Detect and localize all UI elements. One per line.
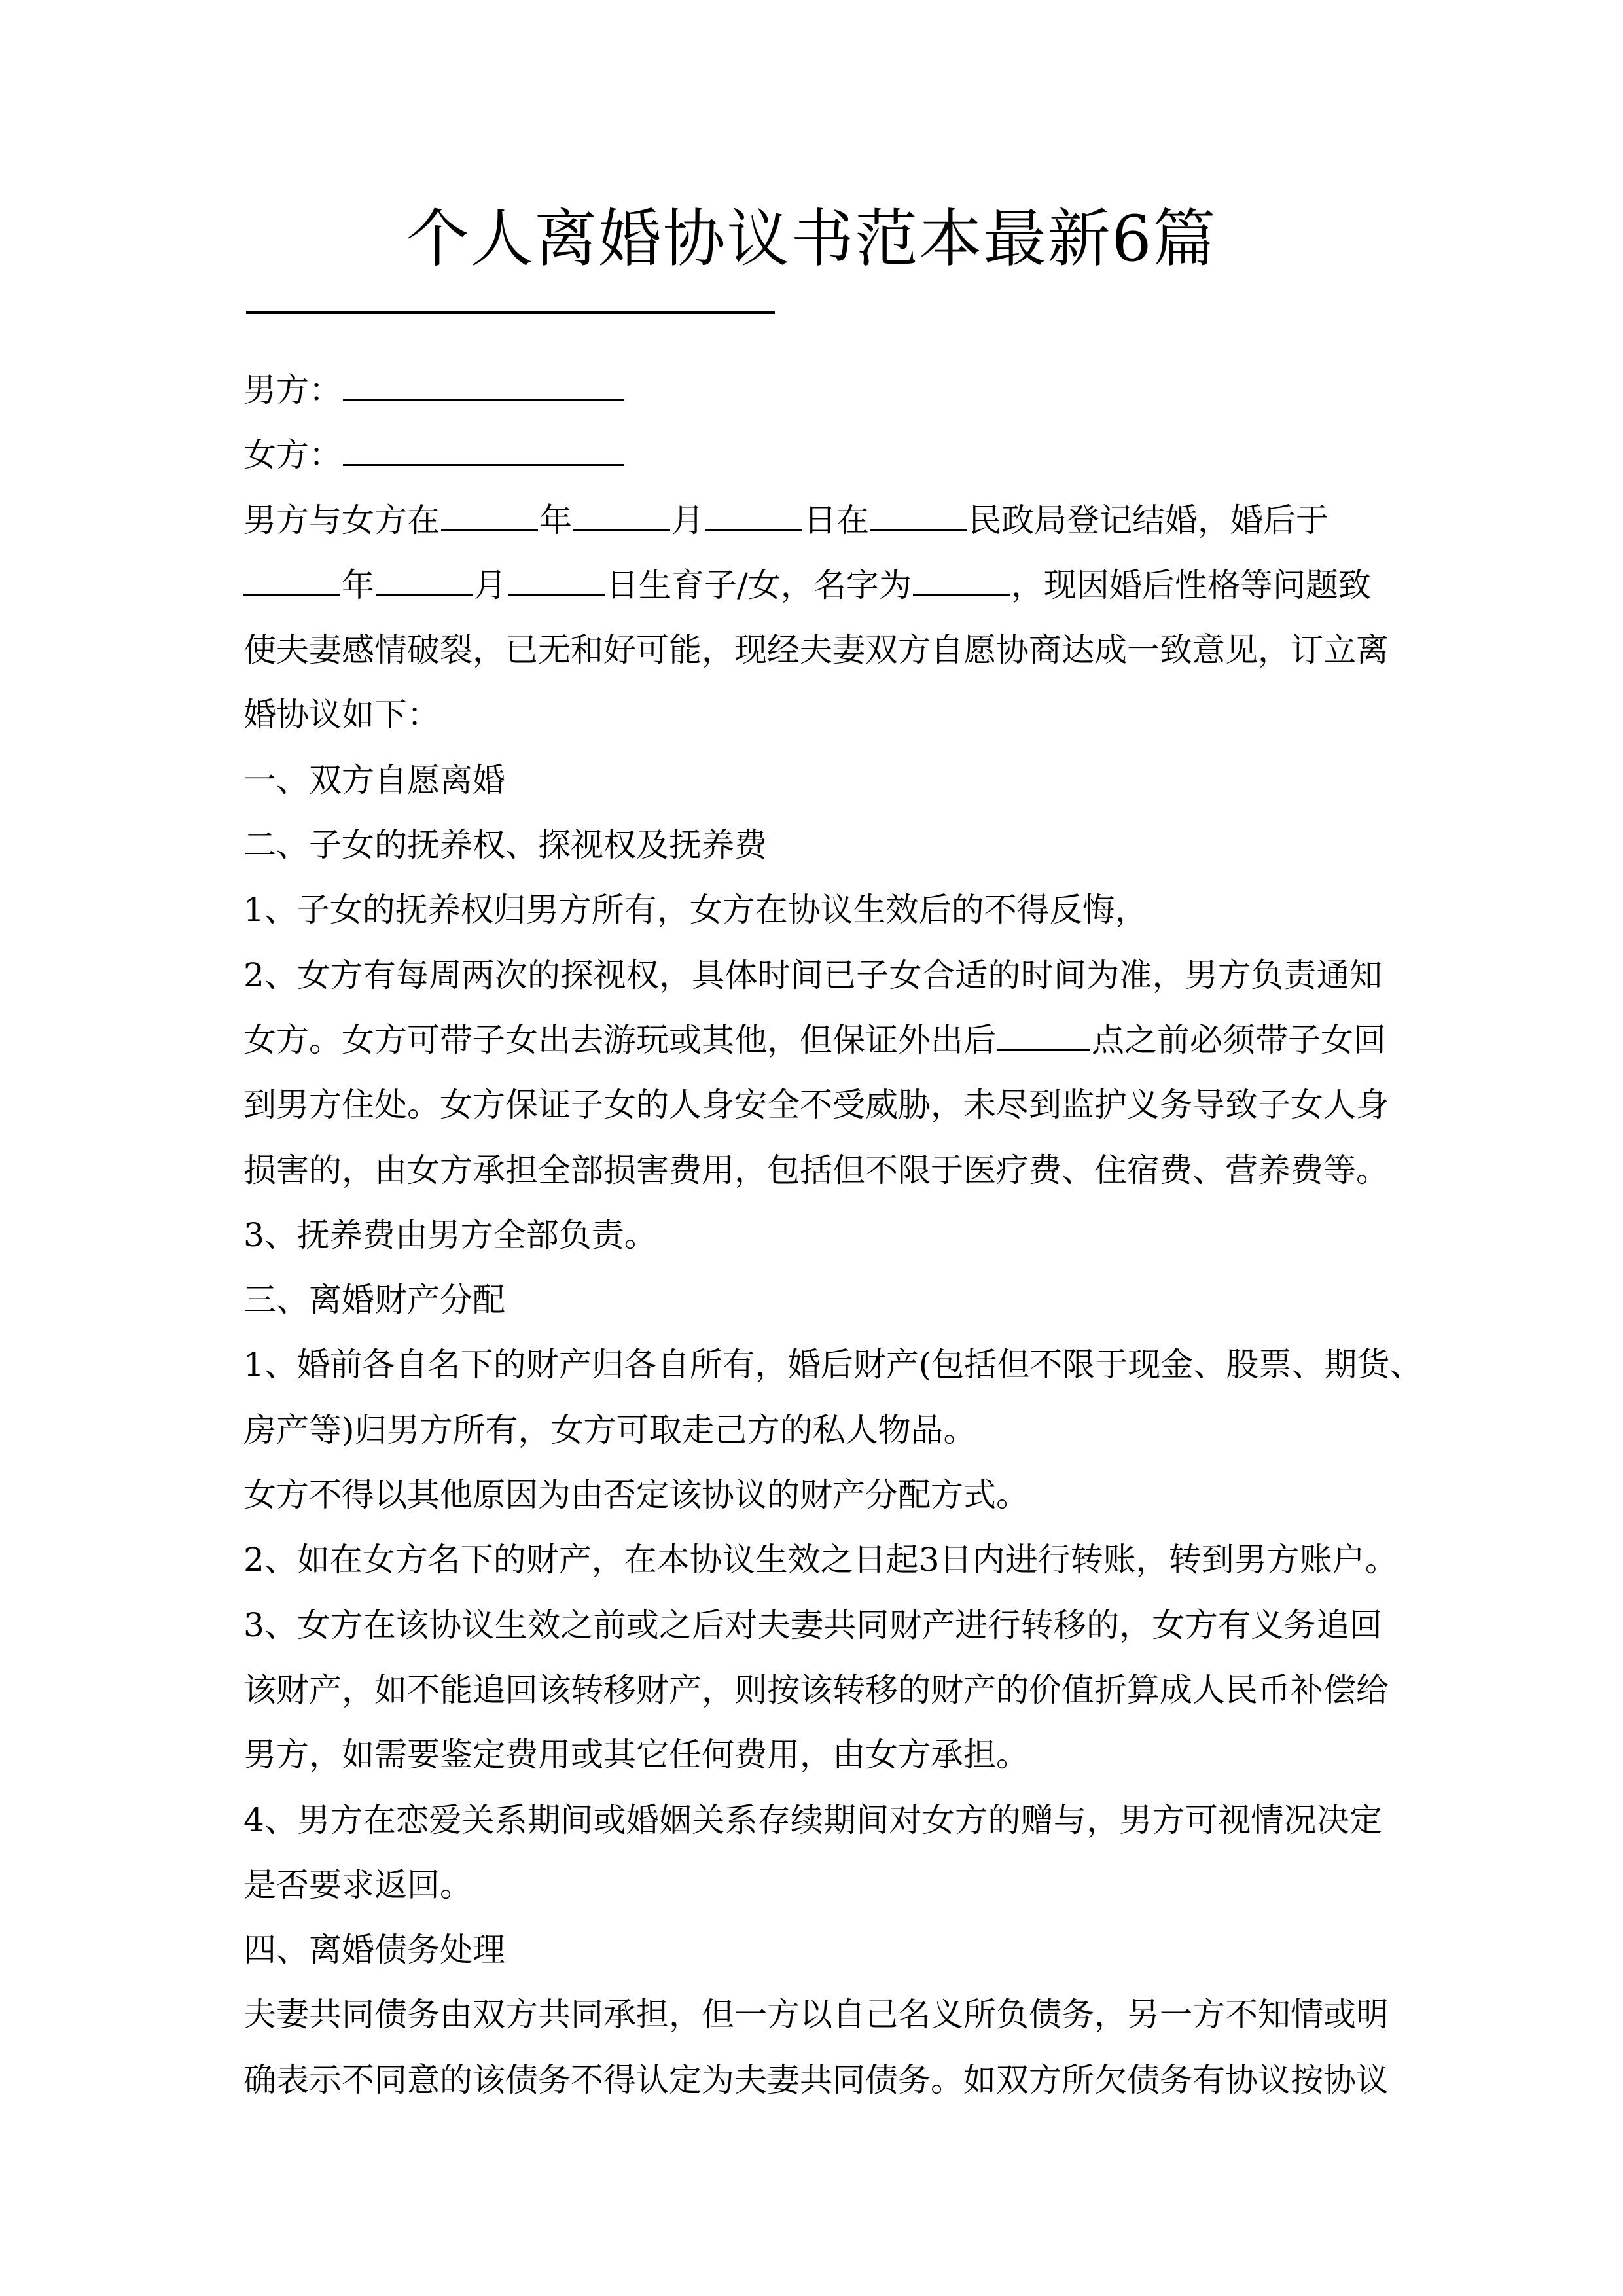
intro-line-1 — [243, 488, 1382, 553]
text-segment: 女方。女方可带子女出去游玩或其他，但保证外出后 — [243, 1020, 996, 1059]
bureau-blank — [870, 503, 967, 531]
document-body — [243, 358, 1423, 2113]
text-segment: 年 — [539, 501, 572, 539]
section-3-item-4-line-1: 4、男方在恋爱关系期间或婚姻关系存续期间对女方的赠与，男方可视情况决定 — [243, 1801, 1382, 1839]
intro-line-4: 婚协议如下： — [243, 696, 440, 734]
section-2-item-2-line-3: 到男方住处。女方保证子女的人身安全不受威胁，未尽到监护义务导致子女人身 — [243, 1086, 1389, 1124]
section-2-item-2-line-1: 2、女方有每周两次的探视权，具体时间已子女合适的时间为准，男方负责通知 — [243, 956, 1382, 994]
text-segment: 日在 — [804, 501, 869, 539]
section-4-para-line-2: 确表示不同意的该债务不得认定为夫妻共同债务。如双方所欠债务有协议按协议 — [243, 2060, 1389, 2099]
birth-year-blank — [243, 568, 340, 596]
section-3-heading: 三、离婚财产分配 — [243, 1281, 505, 1319]
male-party-label: 男方： — [243, 371, 342, 409]
text-segment: 年 — [342, 565, 374, 604]
month-blank — [573, 503, 670, 531]
section-3-item-3-line-2: 该财产，如不能追回该转移财产，则按该转移的财产的价值折算成人民币补偿给 — [243, 1670, 1389, 1709]
day-blank — [705, 503, 802, 531]
female-party-line — [243, 423, 1382, 488]
separator-line — [246, 311, 775, 314]
section-2-item-3: 3、抚养费由男方全部负责。 — [243, 1215, 657, 1254]
child-name-blank — [913, 568, 1010, 596]
section-2-item-2-line-4: 损害的，由女方承担全部损害费用，包括但不限于医疗费、住宿费、营养费等。 — [243, 1151, 1389, 1189]
section-2-heading: 二、子女的抚养权、探视权及抚养费 — [243, 826, 767, 865]
text-segment: 日生育子/女，名字为 — [606, 565, 912, 604]
return-hour-blank — [997, 1023, 1090, 1051]
section-3-note: 女方不得以其他原因为由否定该协议的财产分配方式。 — [243, 1476, 1029, 1515]
section-3-item-3-line-1: 3、女方在该协议生效之前或之后对夫妻共同财产进行转移的，女方有义务追回 — [243, 1605, 1382, 1644]
section-1-heading: 一、双方自愿离婚 — [243, 761, 505, 799]
section-4-heading: 四、离婚债务处理 — [243, 1931, 505, 1969]
birth-month-blank — [376, 568, 473, 596]
section-2-item-2-line-2 — [243, 1008, 1386, 1073]
text-segment: 民政局登记结婚，婚后于 — [969, 501, 1329, 539]
text-segment: 点之前必须带子女回 — [1092, 1020, 1386, 1059]
intro-line-2 — [243, 553, 1382, 618]
section-4-para-line-1: 夫妻共同债务由双方共同承担，但一方以自己名义所负债务，另一方不知情或明 — [243, 1996, 1389, 2034]
section-3-item-1-line-2: 房产等)归男方所有，女方可取走己方的私人物品。 — [243, 1410, 976, 1449]
text-segment: 男方与女方在 — [243, 501, 440, 539]
section-3-item-1-line-1: 1、婚前各自名下的财产归各自所有，婚后财产(包括但不限于现金、股票、期货、 — [243, 1346, 1423, 1384]
intro-line-3: 使夫妻感情破裂，已无和好可能，现经夫妻双方自愿协商达成一致意见，订立离 — [243, 631, 1389, 670]
text-segment: 月 — [671, 501, 704, 539]
birth-day-blank — [508, 568, 605, 596]
female-party-blank — [343, 438, 624, 466]
section-3-item-4-line-2: 是否要求返回。 — [243, 1865, 473, 1904]
female-party-label: 女方： — [243, 436, 342, 475]
document-title: 个人离婚协议书范本最新6篇 — [406, 202, 1217, 276]
section-3-item-2: 2、如在女方名下的财产，在本协议生效之日起3日内进行转账，转到男方账户。 — [243, 1541, 1398, 1579]
text-segment: 月 — [474, 565, 507, 604]
section-2-item-1: 1、子女的抚养权归男方所有，女方在协议生效后的不得反悔， — [243, 891, 1148, 929]
section-3-item-3-line-3: 男方，如需要鉴定费用或其它任何费用，由女方承担。 — [243, 1736, 1029, 1774]
male-party-line — [243, 358, 1382, 423]
text-segment: ，现因婚后性格等问题致 — [1010, 565, 1371, 604]
male-party-blank — [343, 373, 624, 401]
year-blank — [441, 503, 538, 531]
